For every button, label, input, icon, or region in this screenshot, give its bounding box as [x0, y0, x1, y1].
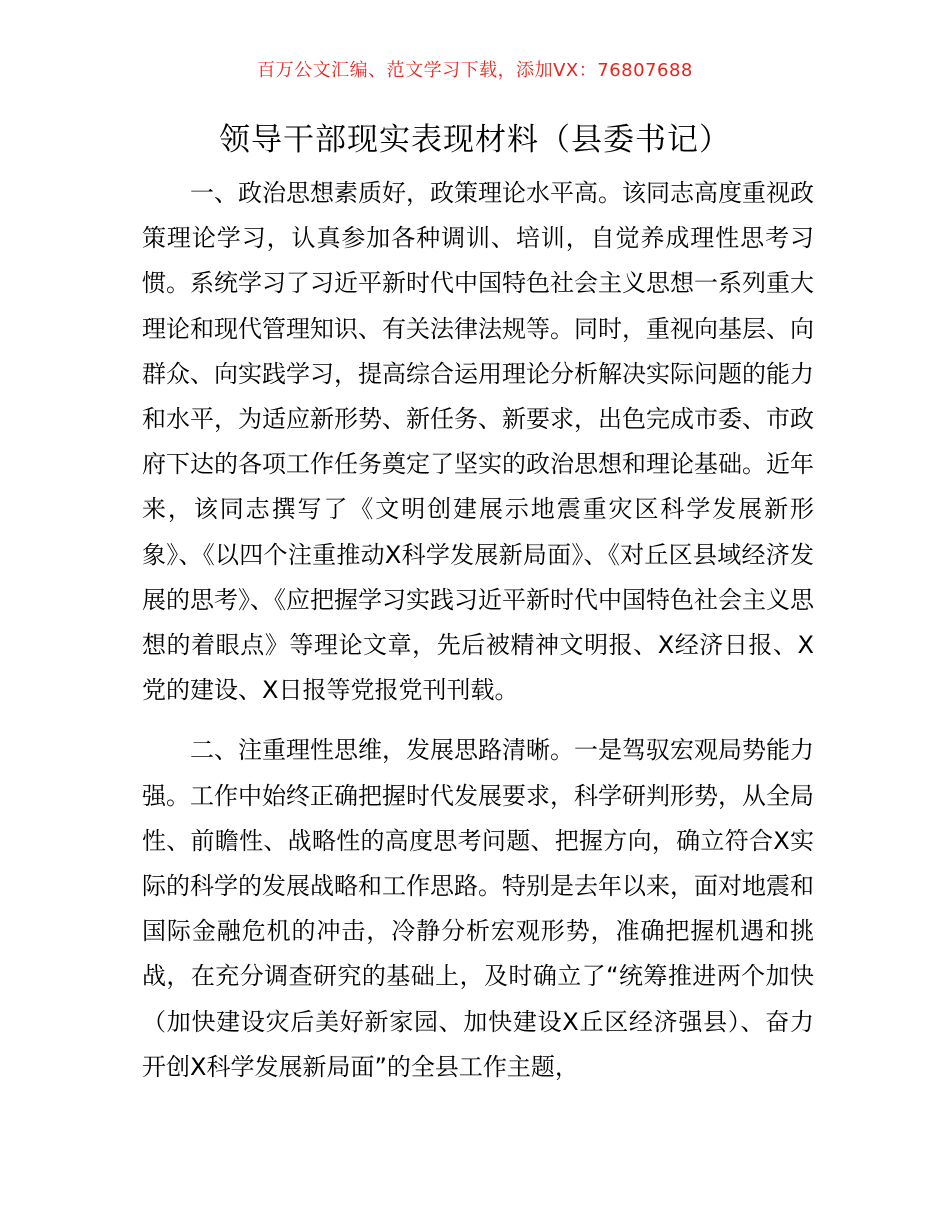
paragraph-1: 一、政治思想素质好，政策理论水平高。该同志高度重视政策理论学习，认真参加各种调训、培训，自觉养成理性思考习惯。系统学习了习近平新时代中国特色社会主义思想一系列重大理论和现代管理知识、有关法律法规等。同时，重视向基层、向群众、向实践学习，提高综合运用理论分析解决实际问题的能力和水平，为适应新形势、新任务、新要求，出色完成市委、市政府下达的各项工作任务奠定了坚实的政治思想和理论基础。近年来，该同志撰写了《文明创建展示地震重灾区科学发展新形象》、《以四个注重推动X科学发展新局面》、《对丘区县域经济发展的思考》、《应把握学习实践习近平新时代中国特色社会主义思想的着眼点》等理论文章，先后被精神文明报、X经济日报、X党的建设、X日报等党报党刊刊载。: [142, 179, 814, 705]
document-body: [142, 171, 814, 1090]
header-promo-note: 百万公文汇编、范文学习下载，添加VX：76807688: [257, 60, 693, 81]
document-title: 领导干部现实表现材料（县委书记）: [219, 122, 731, 158]
paragraph-2: 二、注重理性思维，发展思路清晰。一是驾驭宏观局势能力强。工作中始终正确把握时代发展要求，科学研判形势，从全局性、前瞻性、战略性的高度思考问题、把握方向，确立符合X实际的科学的发展战略和工作思路。特别是去年以来，面对地震和国际金融危机的冲击，冷静分析宏观形势，准确把握机遇和挑战，在充分调查研究的基础上，及时确立了“统筹推进两个加快（加快建设灾后美好新家园、加快建设X丘区经济强县）、奋力开创X科学发展新局面”的全县工作主题，: [142, 736, 814, 1081]
